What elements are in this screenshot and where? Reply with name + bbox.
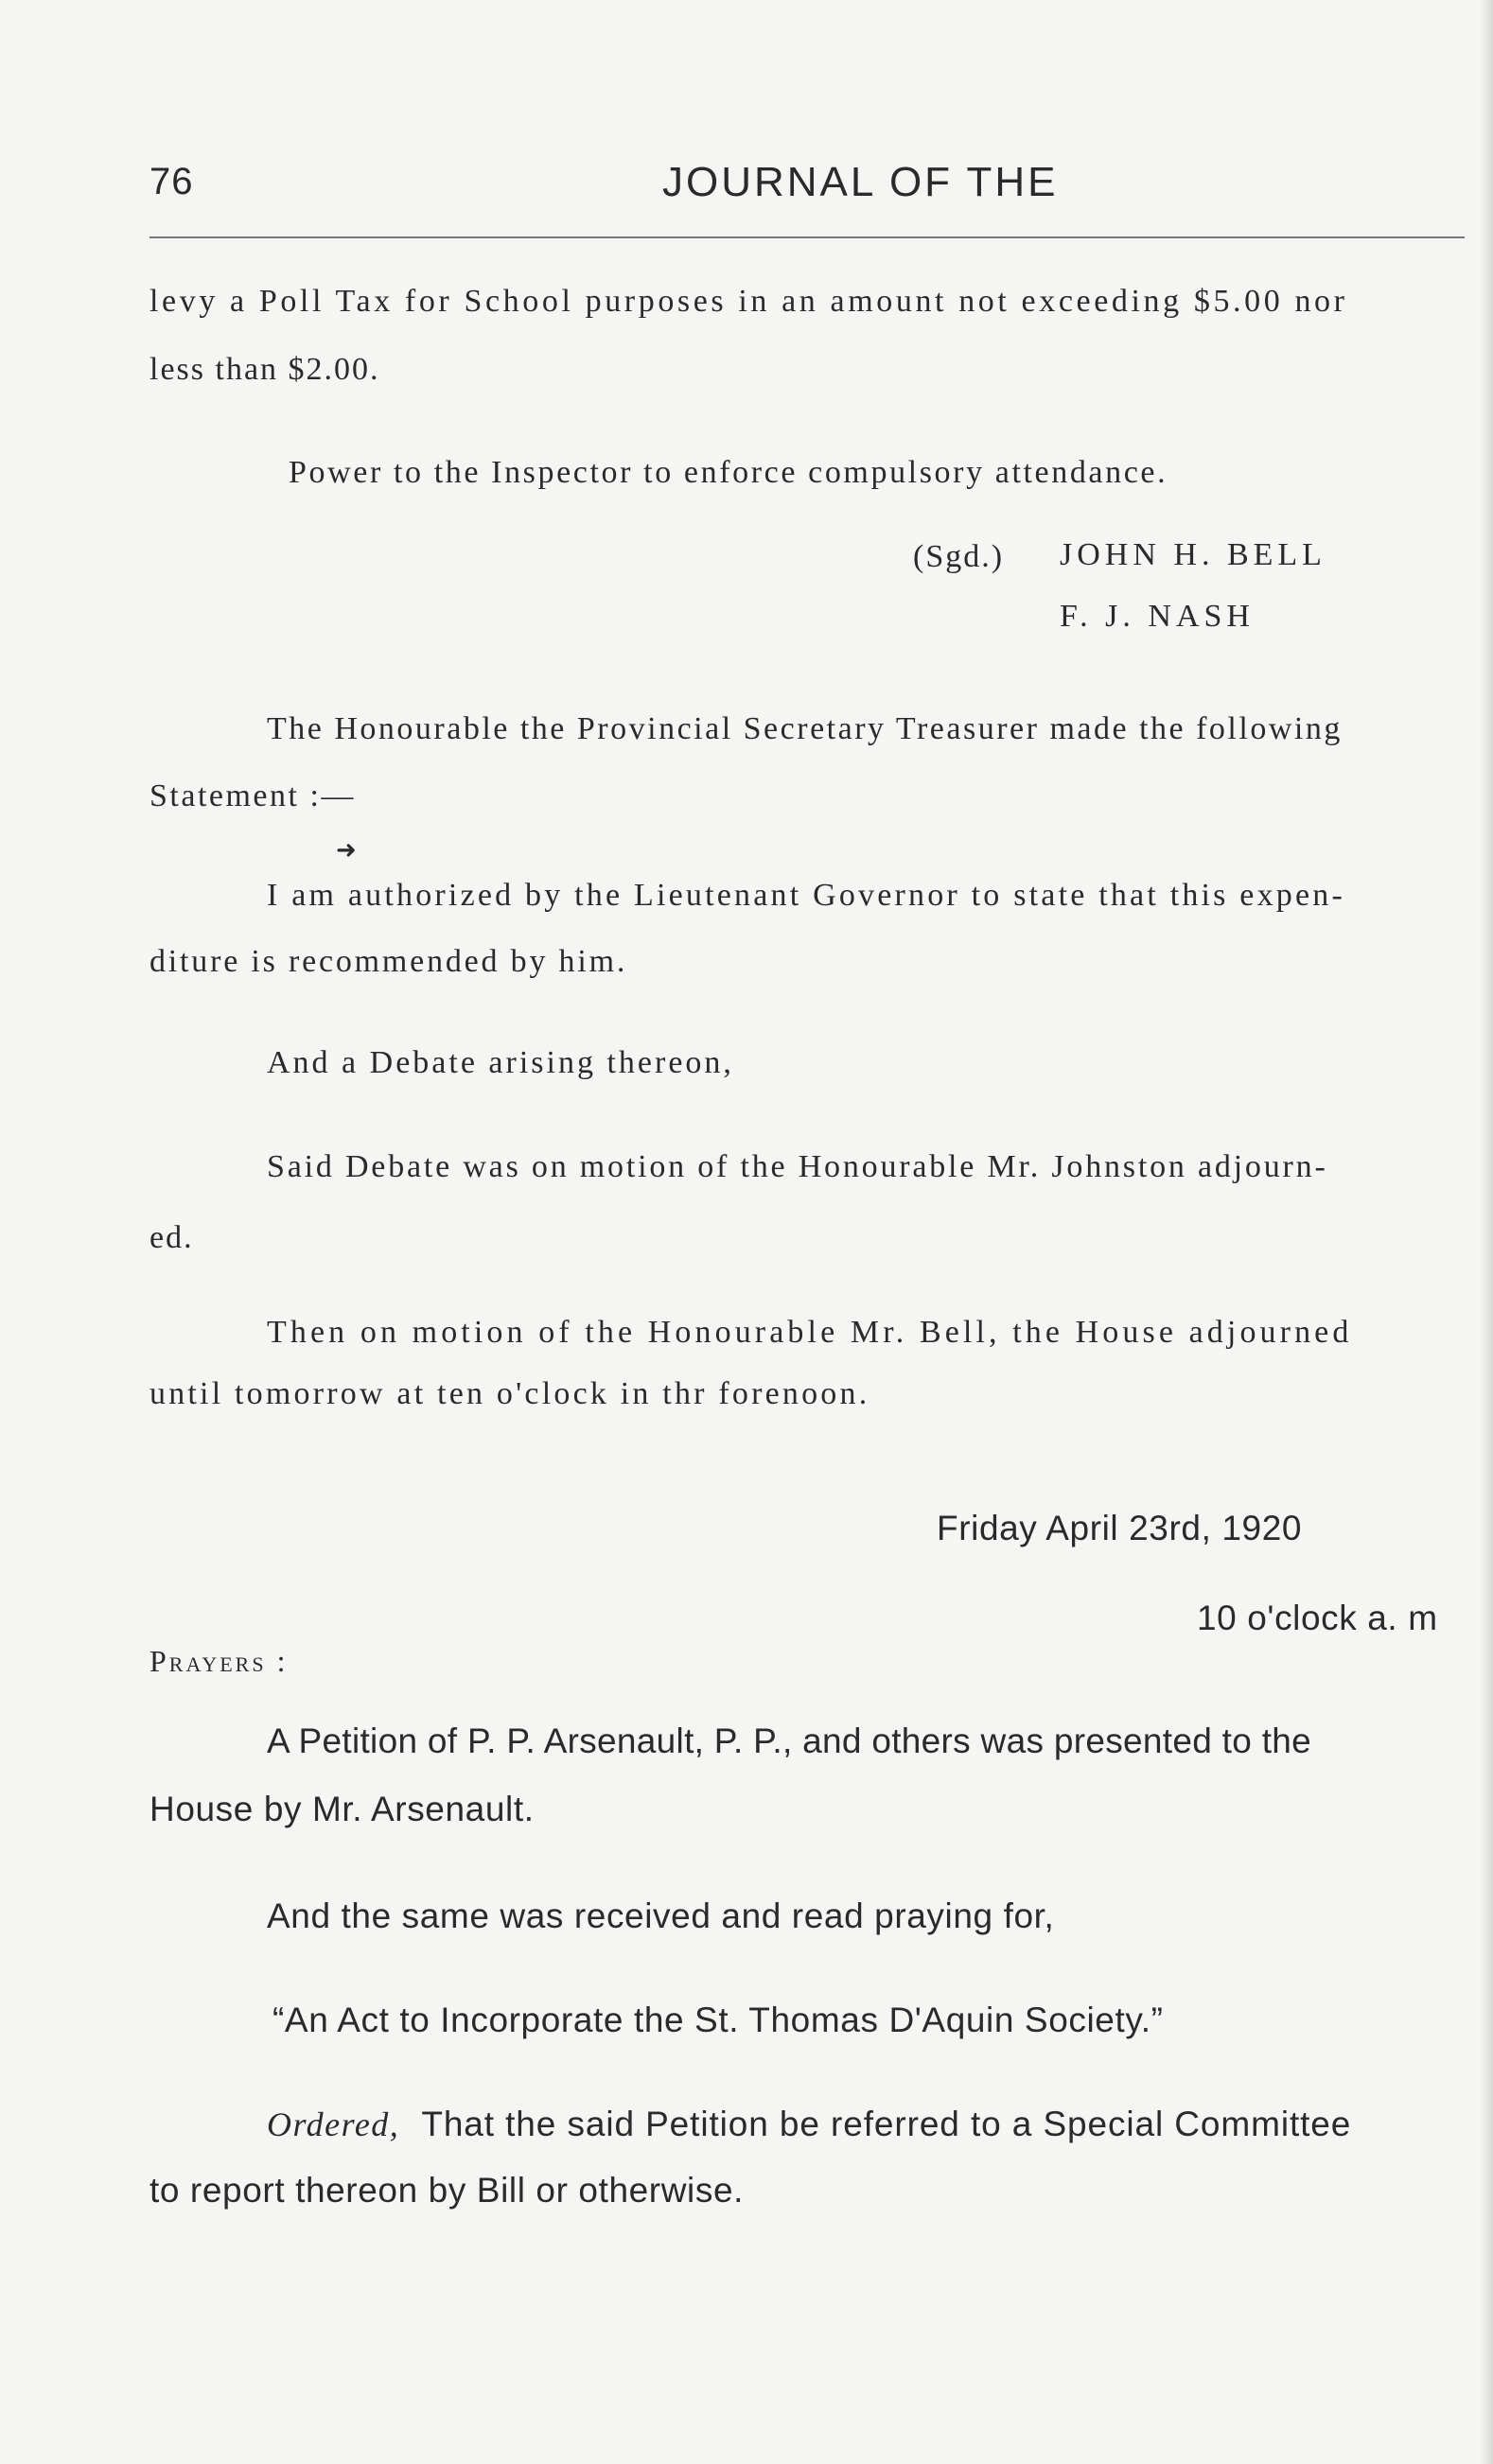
page-edge-shadow [1480,0,1493,2464]
paragraph-line [267,2105,1351,2144]
paragraph-line: diture is recommended by him. [149,944,628,979]
paragraph-line: And a Debate arising thereon, [267,1045,734,1080]
ordered-label: Ordered, [267,2106,400,2143]
ordered-text: That the said Petition be referred to a Special Committee [421,2105,1352,2143]
paragraph-line: House by Mr. Arsenault. [149,1790,535,1828]
paragraph-line: A Petition of P. P. Arsenault, P. P., and others was presented to the [267,1721,1312,1760]
page-number: 76 [149,161,194,202]
signatory-name: JOHN H. BELL [1060,537,1326,572]
sitting-time: 10 o'clock a. m [1197,1599,1438,1637]
paragraph-line: The Honourable the Provincial Secretary Treasurer made the following [267,711,1343,746]
paragraph-line: Then on motion of the Honourable Mr. Bell, the House adjourned [267,1315,1353,1350]
paragraph-line: Power to the Inspector to enforce compulsory attendance. [289,455,1168,490]
header-rule [149,236,1465,238]
paragraph-line: “An Act to Incorporate the St. Thomas D'Aquin Society.” [272,2001,1164,2039]
running-head: JOURNAL OF THE [662,159,1059,205]
prayers-heading: Prayers : [149,1644,289,1678]
paragraph-line: Said Debate was on motion of the Honourable Mr. Johnston adjourn- [267,1149,1328,1184]
paragraph-line: Statement :— [149,778,356,813]
paragraph-line: less than $2.00. [149,352,380,387]
paragraph-line: levy a Poll Tax for School purposes in an amount not exceeding $5.00 nor [149,284,1348,319]
sitting-date: Friday April 23rd, 1920 [937,1509,1303,1547]
paragraph-line: to report thereon by Bill or otherwise. [149,2171,745,2210]
signatory-name: F. J. NASH [1060,599,1255,634]
dash-mark: ➜ [336,836,357,865]
signature-prefix: (Sgd.) [913,539,1005,574]
paragraph-line: And the same was received and read praying for, [267,1896,1055,1935]
paragraph-line: I am authorized by the Lieutenant Governor to state that this expen- [267,878,1346,913]
paragraph-line: ed. [149,1220,194,1255]
paragraph-line: until tomorrow at ten o'clock in thr forenoon. [149,1376,870,1411]
